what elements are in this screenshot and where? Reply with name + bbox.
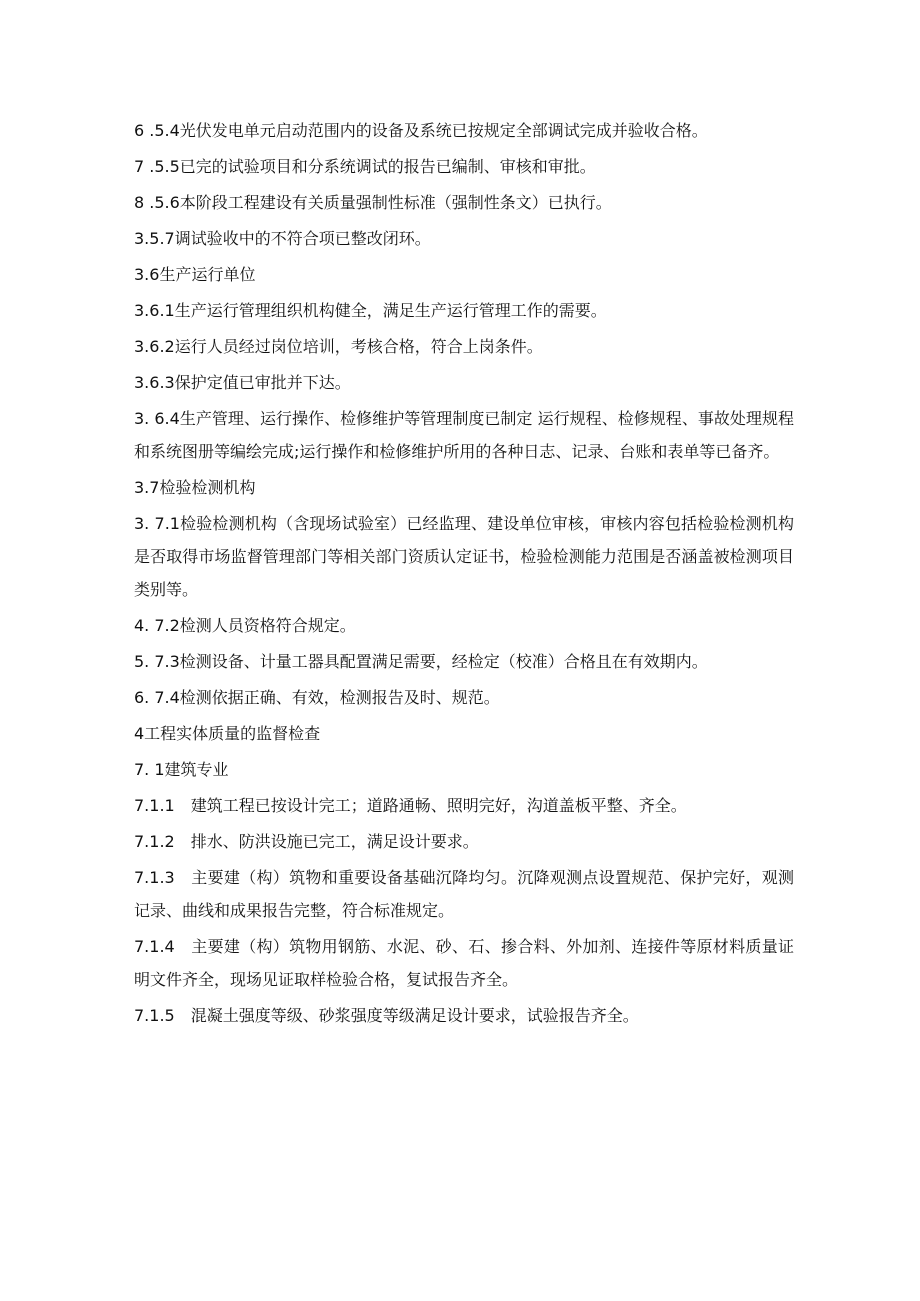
document-body [134,114,794,1035]
clause-3-6-1: 3.6.1生产运行管理组织机构健全，满足生产运行管理工作的需要。 [134,301,607,320]
clause-5-7-3: 5. 7.3检测设备、计量工器具配置满足需要，经检定（校准）合格且在有效期内。 [134,652,708,671]
clause-3-5-7: 3.5.7调试验收中的不符合项已整改闭环。 [134,229,431,248]
section-heading-7-1: 7. 1建筑专业 [134,760,229,779]
clause-3-6-3: 3.6.3保护定值已审批并下达。 [134,373,351,392]
clause-7-1-4: 7.1.4 主要建（构）筑物用钢筋、水泥、砂、石、掺合料、外加剂、连接件等原材料质量证明文件齐全，现场见证取样检验合格，复试报告齐全。 [134,937,794,989]
clause-7-1-5: 7.1.5 混凝土强度等级、砂浆强度等级满足设计要求，试验报告齐全。 [134,1006,639,1025]
clause-3-7-1: 3. 7.1检验检测机构（含现场试验室）已经监理、建设单位审核，审核内容包括检验检测机构是否取得市场监督管理部门等相关部门资质认定证书，检验检测能力范围是否涵盖被检测项目类别等。 [134,514,794,599]
clause-6-5-4: 6 .5.4光伏发电单元启动范围内的设备及系统已按规定全部调试完成并验收合格。 [134,121,708,140]
clause-7-1-2: 7.1.2 排水、防洪设施已完工，满足设计要求。 [134,832,479,851]
section-heading-3-7: 3.7检验检测机构 [134,478,256,497]
clause-7-1-1: 7.1.1 建筑工程已按设计完工；道路通畅、照明完好，沟道盖板平整、齐全。 [134,796,687,815]
clause-6-7-4: 6. 7.4检测依据正确、有效，检测报告及时、规范。 [134,688,500,707]
clause-7-5-5: 7 .5.5已完的试验项目和分系统调试的报告已编制、审核和审批。 [134,157,596,176]
section-heading-4: 4工程实体质量的监督检查 [134,724,321,743]
clause-3-6-4: 3. 6.4生产管理、运行操作、检修维护等管理制度已制定 运行规程、检修规程、事故处理规程和系统图册等编绘完成;运行操作和检修维护所用的各种日志、记录、台账和表单等已备齐。 [134,409,794,461]
clause-4-7-2: 4. 7.2检测人员资格符合规定。 [134,616,356,635]
clause-8-5-6: 8 .5.6本阶段工程建设有关质量强制性标准（强制性条文）已执行。 [134,193,612,212]
clause-7-1-3: 7.1.3 主要建（构）筑物和重要设备基础沉降均匀。沉降观测点设置规范、保护完好，观测记录、曲线和成果报告完整，符合标准规定。 [134,868,794,920]
clause-3-6-2: 3.6.2运行人员经过岗位培训，考核合格，符合上岗条件。 [134,337,543,356]
section-heading-3-6: 3.6生产运行单位 [134,265,256,284]
